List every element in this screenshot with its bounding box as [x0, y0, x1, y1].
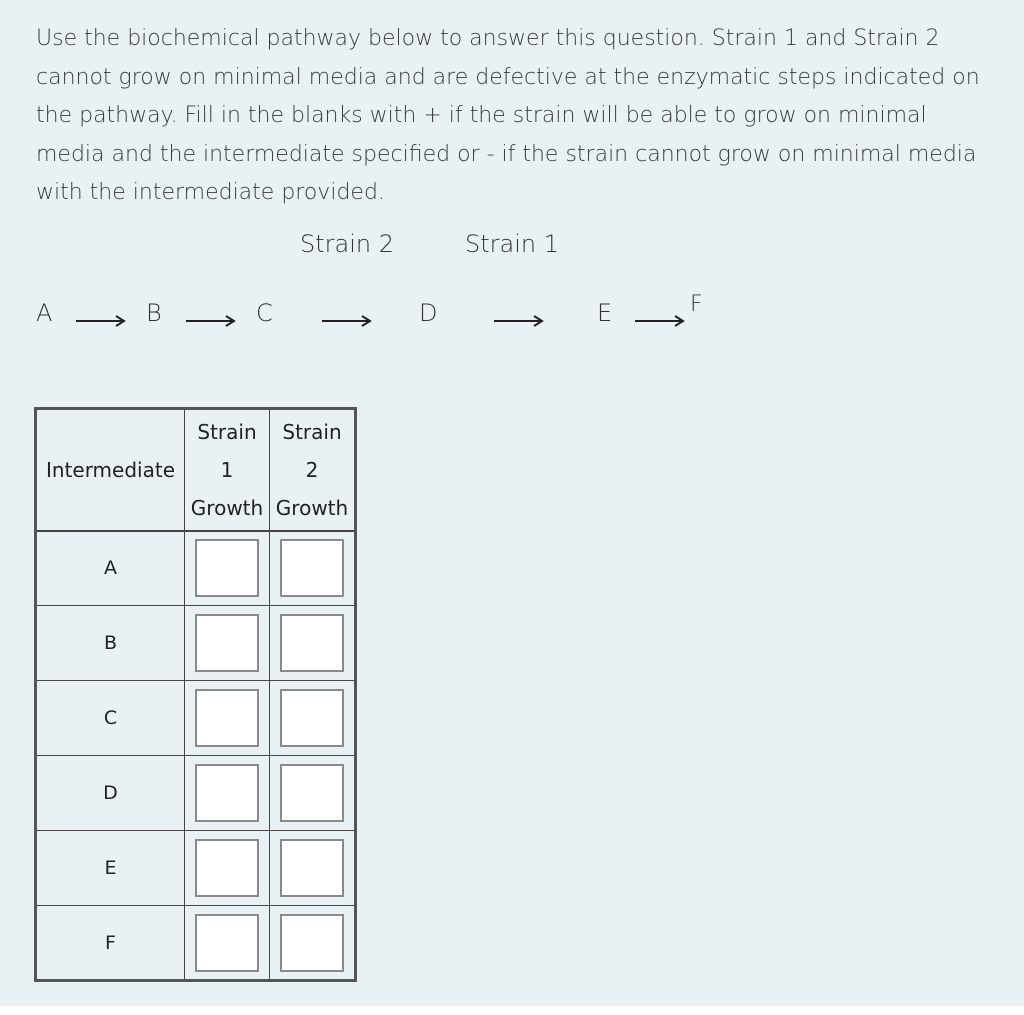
strain-1-step-label: Strain 1 — [465, 230, 559, 258]
pathway-arrow-d-e — [494, 316, 546, 328]
row-label: D — [36, 756, 185, 831]
pathway-arrow-e-f — [635, 316, 687, 328]
table-row — [36, 756, 356, 831]
strain2-answer-box[interactable] — [280, 614, 344, 672]
question-text: Use the biochemical pathway below to answer this question. Strain 1 and Strain 2 cannot grow on minimal media and are defective at the enzymatic steps indicated on the pathway. Fill in the blanks with + if the strain will be able to grow on minimal media and the intermediate specified or - if the strain cannot grow on minimal media with the intermediate provided. — [36, 26, 980, 205]
table-row — [36, 606, 356, 681]
table-row — [36, 906, 356, 981]
pathway-node-d: D — [419, 299, 438, 327]
strain2-answer-box[interactable] — [280, 914, 344, 972]
pathway-arrow-c-d — [322, 316, 374, 328]
row-label: F — [36, 906, 185, 981]
header-intermediate: Intermediate — [36, 409, 185, 531]
strain1-answer-box[interactable] — [195, 689, 259, 747]
growth-table — [34, 407, 357, 982]
table-row — [36, 831, 356, 906]
table-row — [36, 531, 356, 606]
strain2-answer-box[interactable] — [280, 764, 344, 822]
strain2-answer-box[interactable] — [280, 839, 344, 897]
header-strain2-growth: Strain 2 Growth — [270, 409, 356, 531]
row-label: C — [36, 681, 185, 756]
strain-2-step-label: Strain 2 — [300, 230, 394, 258]
strain1-answer-box[interactable] — [195, 839, 259, 897]
header-strain1-growth: Strain 1 Growth — [185, 409, 270, 531]
pathway-arrow-a-b — [76, 316, 128, 328]
row-label: A — [36, 531, 185, 606]
pathway-node-b: B — [146, 299, 162, 327]
row-label: B — [36, 606, 185, 681]
pathway-node-a: A — [36, 299, 53, 327]
row-label: E — [36, 831, 185, 906]
pathway-node-c: C — [256, 299, 273, 327]
strain2-answer-box[interactable] — [280, 539, 344, 597]
strain1-answer-box[interactable] — [195, 539, 259, 597]
pathway-node-e: E — [597, 299, 613, 327]
pathway-node-f: F — [690, 292, 703, 317]
strain1-answer-box[interactable] — [195, 914, 259, 972]
pathway-arrow-b-c — [186, 316, 238, 328]
table-row — [36, 681, 356, 756]
strain2-answer-box[interactable] — [280, 689, 344, 747]
strain1-answer-box[interactable] — [195, 614, 259, 672]
strain1-answer-box[interactable] — [195, 764, 259, 822]
